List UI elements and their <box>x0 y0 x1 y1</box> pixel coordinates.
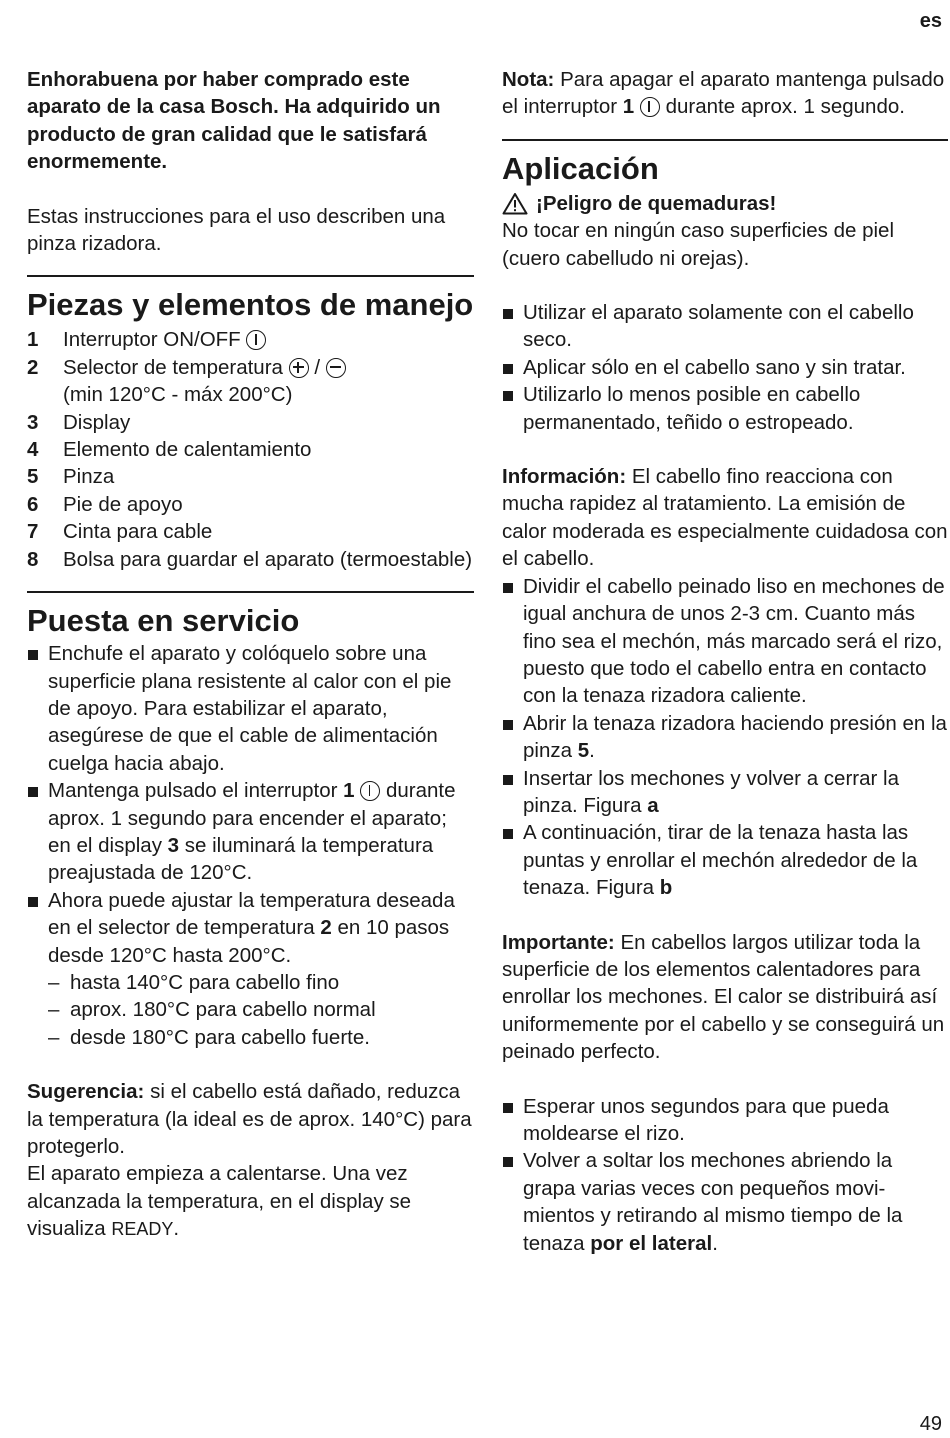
temperature-range: (min 120°C - máx 200°C) <box>63 383 293 407</box>
intro-congratulations: Enhorabuena por haber comprado este aparato de la casa Bosch. Ha adquirido un producto de gran calidad que le satisfará enormemente. <box>27 68 441 174</box>
language-tag: es <box>919 10 942 32</box>
intro-description: Estas instrucciones para el uso describen una pinza rizadora. <box>27 204 446 256</box>
application-heading: Aplicación <box>502 150 659 186</box>
part-number: 8 <box>27 547 39 571</box>
list-item: Enchufe el aparato y colóquelo sobre una superficie plana resistente al calor con el pie de apoyo. Para estabilizar el aparato, asegúrese de que el cable de alimentación cuelga hacia abajo. <box>27 640 474 777</box>
bullet-square-icon <box>27 640 48 777</box>
icon-separator: / <box>314 355 321 379</box>
tip-label: Sugerencia: <box>27 1080 145 1104</box>
part-item <box>27 463 474 490</box>
bullet-square-icon <box>502 573 523 710</box>
part-item <box>27 409 474 436</box>
dash-item: – aprox. 180°C para cabello normal <box>48 998 376 1022</box>
power-icon <box>360 781 380 801</box>
startup-heading: Puesta en servicio <box>27 603 300 639</box>
part-item <box>27 491 474 518</box>
part-label: Display <box>63 410 131 434</box>
dash-item: – desde 180°C para cabello fuerte. <box>48 1025 370 1049</box>
heating-paragraph: El aparato empieza a calentarse. Una vez alcanzada la temperatura, en el display se visualiza READY. <box>27 1162 412 1241</box>
parts-heading: Piezas y elementos de manejo <box>27 287 474 323</box>
burn-warning <box>502 190 948 217</box>
list-item: Aplicar sólo en el cabello sano y sin tratar. <box>502 354 948 381</box>
parts-list <box>27 326 474 573</box>
ready-text: READY <box>111 1219 174 1240</box>
part-item <box>27 354 474 409</box>
section-divider <box>27 591 474 593</box>
part-number: 6 <box>27 492 39 516</box>
bullet-square-icon <box>502 1147 523 1257</box>
minus-circle-icon <box>326 358 346 378</box>
info-label: Información: <box>502 465 627 489</box>
startup-bullets <box>27 640 474 1051</box>
part-number: 4 <box>27 438 39 462</box>
list-item: Insertar los mechones y volver a cerrar la pinza. Figura a <box>502 765 948 820</box>
list-item: Utilizar el aparato solamente con el cabello seco. <box>502 299 948 354</box>
info-paragraph: Información: El cabello fino reacciona con mucha rapidez al tratamiento. La emisión de calor moderada es especialmente cuidadosa con el cabello. <box>502 465 948 571</box>
warning-text: No tocar en ningún caso superficies de piel (cuero cabelludo ni orejas). <box>502 219 895 270</box>
bullet-square-icon <box>27 777 48 887</box>
power-icon <box>640 97 660 117</box>
part-item <box>27 518 474 545</box>
important-label: Importante: <box>502 930 615 954</box>
list-item: Dividir el cabello peinado liso en mechones de igual anchura de unos 2-3 cm. Cuanto más fino sea el mechón, más marcado será el rizo, puesto que todo el cabello entra en contacto con la tenaza rizadora caliente. <box>502 573 948 710</box>
list-item: Utilizarlo lo menos posible en cabello permanentado, teñido o estropeado. <box>502 381 948 436</box>
bullet-square-icon <box>27 887 48 1051</box>
note-paragraph: Nota: Para apagar el aparato mantenga pulsado el interruptor 1 durante aprox. 1 segundo. <box>502 68 945 119</box>
part-item <box>27 546 474 573</box>
bullet-square-icon <box>502 381 523 436</box>
part-item <box>27 326 474 353</box>
plus-circle-icon <box>289 358 309 378</box>
right-column <box>502 66 948 1257</box>
part-label: Pinza <box>63 465 115 489</box>
part-label: Cinta para cable <box>63 520 213 544</box>
list-item: Ahora puede ajustar la temperatura deseada en el selector de temperatura 2 en 10 pasos desde 120°C hasta 200°C. – hasta 140°C para cabello fino – aprox. 180°C para cabello normal – desde 180°C para cabello fuerte. <box>27 887 474 1051</box>
note-label: Nota: <box>502 68 555 91</box>
section-divider <box>27 275 474 277</box>
part-label: Elemento de calentamiento <box>63 438 312 462</box>
part-label: Bolsa para guardar el aparato (termoestable) <box>63 547 473 571</box>
dash-item: – hasta 140°C para cabello fino <box>48 970 340 994</box>
part-number: 2 <box>27 355 39 379</box>
list-item: Esperar unos segundos para que pueda moldearse el rizo. <box>502 1093 948 1148</box>
part-label: Interruptor ON/OFF <box>63 328 241 352</box>
bullet-square-icon <box>502 710 523 765</box>
application-bullets-2 <box>502 573 948 902</box>
bullet-square-icon <box>502 1093 523 1148</box>
bullet-square-icon <box>502 354 523 381</box>
part-number: 3 <box>27 410 39 434</box>
list-item: Volver a soltar los mechones abriendo la grapa varias veces con pequeños movimientos y retirando al mismo tiempo de la tenaza por el lateral. <box>502 1147 948 1257</box>
bullet-square-icon <box>502 299 523 354</box>
power-icon <box>246 330 266 350</box>
bullet-square-icon <box>502 765 523 820</box>
page-number: 49 <box>919 1412 942 1435</box>
bullet-square-icon <box>502 819 523 901</box>
list-item: Mantenga pulsado el interruptor 1 durante aprox. 1 segundo para encender el aparato; en el display 3 se iluminará la temperatura preajustada de 120°C. <box>27 777 474 887</box>
part-number: 1 <box>27 328 39 352</box>
application-bullets-3 <box>502 1093 948 1257</box>
important-paragraph: Importante: En cabellos largos utilizar toda la superficie de los elementos calentadores para enrollar los mechones. El calor se distribuirá así uniformemente por el cabello y se conseguirá un peinado perfecto. <box>502 930 945 1064</box>
warning-triangle-icon <box>502 192 528 215</box>
list-item: Abrir la tenaza rizadora haciendo presión en la pinza 5. <box>502 710 948 765</box>
part-item <box>27 436 474 463</box>
part-label: Selector de temperatura <box>63 355 283 379</box>
list-item: A continuación, tirar de la tenaza hasta las puntas y enrollar el mechón alrededor de la tenaza. Figura b <box>502 819 948 901</box>
warning-title: ¡Peligro de quemaduras! <box>536 191 777 215</box>
left-column <box>27 66 474 1244</box>
part-number: 7 <box>27 520 39 544</box>
application-bullets-1 <box>502 299 948 436</box>
part-number: 5 <box>27 465 39 489</box>
section-divider <box>502 139 948 141</box>
part-label: Pie de apoyo <box>63 492 183 516</box>
tip-paragraph: Sugerencia: si el cabello está dañado, reduzca la temperatura (la ideal es de aprox. 140°C) para protegerlo. <box>27 1080 472 1158</box>
